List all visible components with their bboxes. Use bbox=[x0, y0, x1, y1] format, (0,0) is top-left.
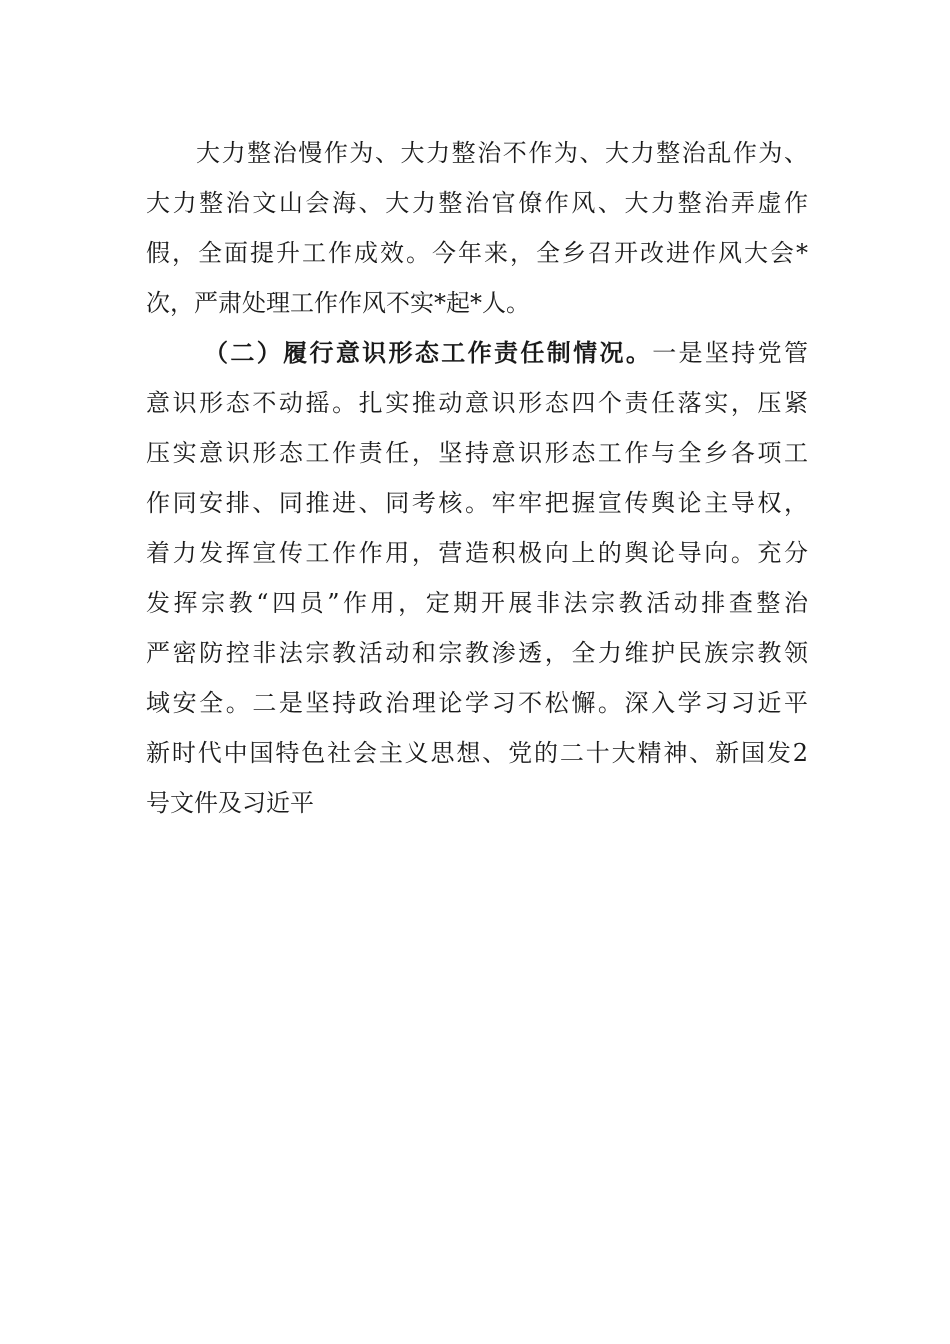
text-line: 大力整治文山会海、大力整治官僚作风、大力整治弄虚作 bbox=[146, 189, 808, 217]
text-line: 假，全面提升工作成效。今年来，全乡召开改进作风大会* bbox=[146, 239, 808, 267]
text-line: 压实意识形态工作责任，坚持意识形态工作与全乡各项工 bbox=[146, 439, 808, 467]
text-fragment: 一是坚持党管 bbox=[652, 339, 809, 367]
paragraph-work-style bbox=[146, 128, 808, 328]
document-body bbox=[146, 128, 808, 828]
section-heading: （二）履行意识形态工作责任制情况。 bbox=[204, 338, 653, 367]
text-line: 号文件及习近平 bbox=[146, 789, 314, 817]
text-line: 着力发挥宣传工作作用，营造积极向上的舆论导向。充分 bbox=[146, 539, 808, 567]
text-line: 严密防控非法宗教活动和宗教渗透，全力维护民族宗教领 bbox=[146, 639, 808, 667]
text-line: 意识形态不动摇。扎实推动意识形态四个责任落实，压紧 bbox=[146, 389, 808, 417]
text-line-first bbox=[146, 328, 808, 378]
text-line: 作同安排、同推进、同考核。牢牢把握宣传舆论主导权， bbox=[146, 489, 808, 517]
text-line: 新时代中国特色社会主义思想、党的二十大精神、新国发2 bbox=[146, 739, 808, 767]
text-line: 次，严肃处理工作作风不实*起*人。 bbox=[146, 289, 530, 317]
paragraph-ideology-responsibility bbox=[146, 328, 808, 828]
text-line: 域安全。二是坚持政治理论学习不松懈。深入学习习近平 bbox=[146, 689, 808, 717]
text-line: 发挥宗教“四员”作用，定期开展非法宗教活动排查整治 bbox=[146, 589, 808, 617]
text-line: 大力整治慢作为、大力整治不作为、大力整治乱作为、 bbox=[196, 139, 808, 167]
